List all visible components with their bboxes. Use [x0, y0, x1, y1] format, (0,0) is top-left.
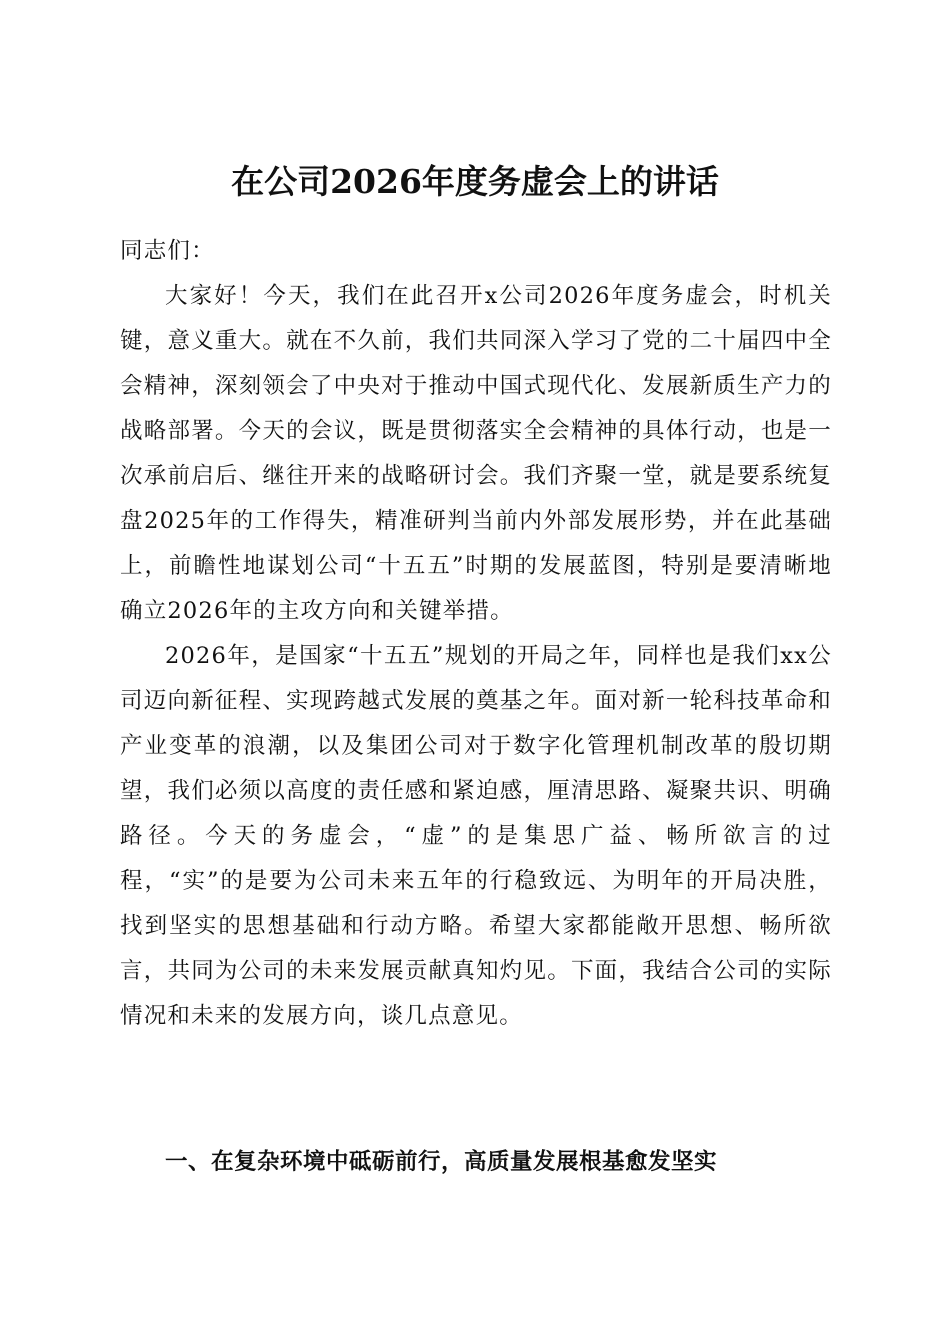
salutation: 同志们： — [120, 238, 215, 264]
paragraph-background: 2026年，是国家“十五五”规划的开局之年，同样也是我们xx公司迈向新征程、实现跨越式发展的奠基之年。面对新一轮科技革命和产业变革的浪潮，以及集团公司对于数字化管理机制改革的殷切期望，我们必须以高度的责任感和紧迫感，厘清思路、凝聚共识、明确路径。今天的务虚会，“虚”的是集思广益、畅所欲言的过程，“实”的是要为公司未来五年的行稳致远、为明年的开局决胜，找到坚实的思想基础和行动方略。希望大家都能敞开思想、畅所欲言，共同为公司的未来发展贡献真知灼见。下面，我结合公司的实际情况和未来的发展方向，谈几点意见。 — [120, 643, 832, 1029]
document-title: 在公司2026年度务虚会上的讲话 — [231, 162, 719, 202]
section-heading-1: 一、在复杂环境中砥砺前行，高质量发展根基愈发坚实 — [165, 1148, 718, 1175]
paragraph-opening: 大家好！今天，我们在此召开x公司2026年度务虚会，时机关键，意义重大。就在不久前，我们共同深入学习了党的二十届四中全会精神，深刻领会了中央对于推动中国式现代化、发展新质生产力的战略部署。今天的会议，既是贯彻落实全会精神的具体行动，也是一次承前启后、继往开来的战略研讨会。我们齐聚一堂，就是要系统复盘2025年的工作得失，精准研判当前内外部发展形势，并在此基础上，前瞻性地谋划公司“十五五”时期的发展蓝图，特别是要清晰地确立2026年的主攻方向和关键举措。 — [120, 283, 832, 624]
document-body — [120, 229, 832, 1039]
